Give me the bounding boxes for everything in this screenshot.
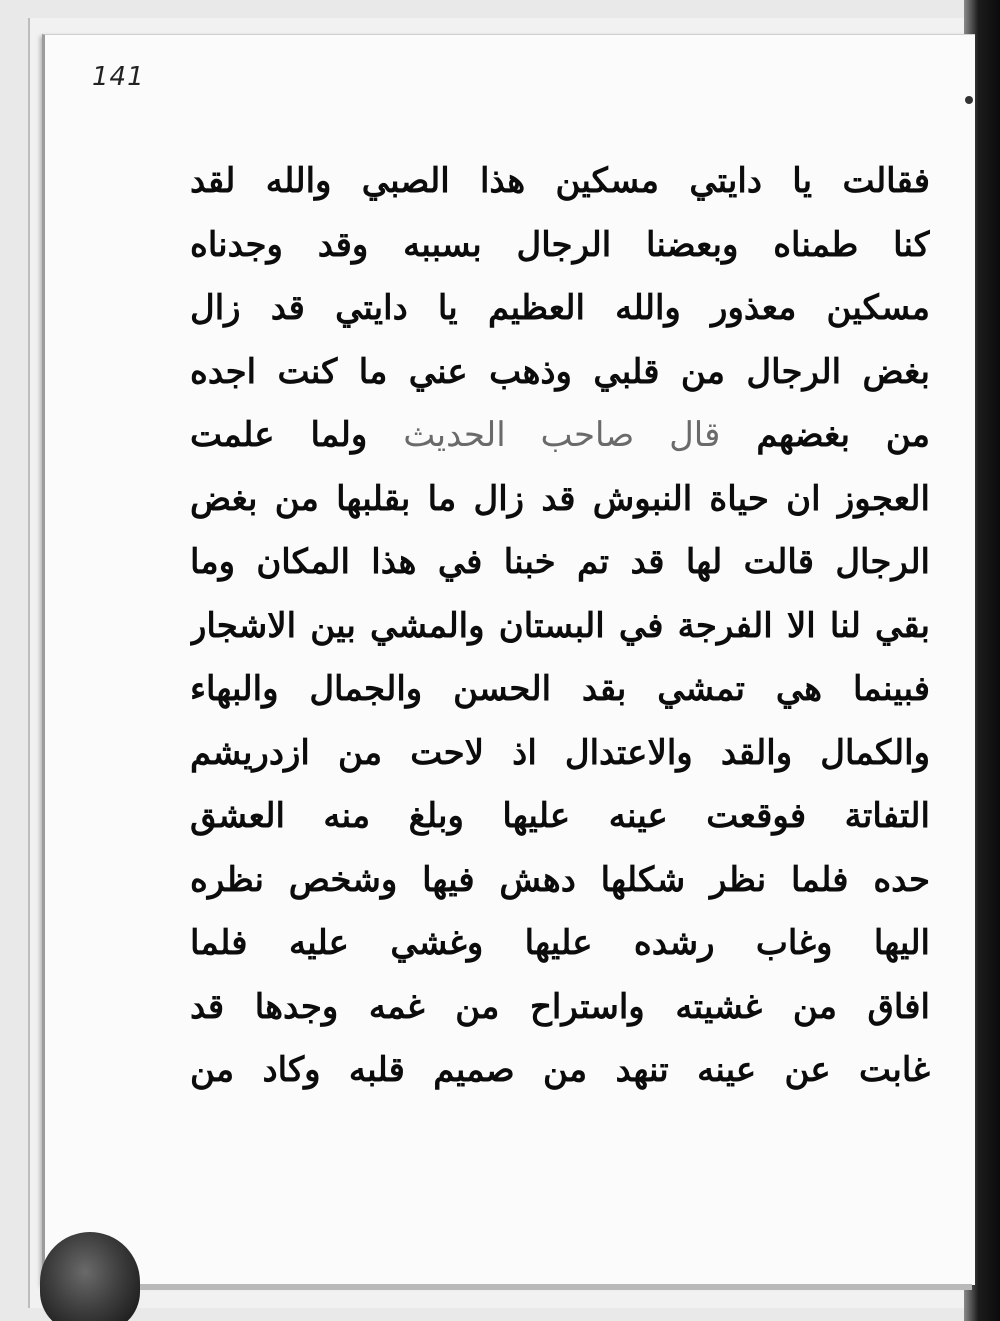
text-line-5 (190, 404, 930, 468)
page-bottom-edge (42, 1284, 972, 1290)
text-line-3: مسكين معذور والله العظيم يا دايتي قد زال (190, 288, 930, 328)
text-line-13: اليها وغاب رشده عليها وغشي عليه فلما (190, 923, 930, 963)
text-line-5-post: ولما علمت (190, 415, 368, 455)
text-line-1: فقالت يا دايتي مسكين هذا الصبي والله لقد (190, 161, 930, 201)
thumb (40, 1232, 140, 1321)
text-line-15: غابت عن عينه تنهد من صميم قلبه وكاد من (190, 1050, 930, 1090)
text-line-14: افاق من غشيته واستراح من غمه وجدها قد (190, 986, 930, 1027)
text-line-11: التفاتة فوقعت عينه عليها وبلغ منه العشق (190, 796, 930, 836)
page-number: 141 (92, 62, 145, 92)
text-line-6: العجوز ان حياة النبوش قد زال ما بقلبها من بغض (190, 478, 930, 519)
page-spot (965, 96, 973, 104)
text-line-2: كنا طمناه وبعضنا الرجال بسببه وقد وجدناه (190, 224, 930, 265)
text-line-12: حده فلما نظر شكلها دهش فيها وشخص نظره (190, 859, 930, 900)
manuscript-text (190, 150, 930, 1103)
text-line-9: فبينما هي تمشي بقد الحسن والجمال والبهاء (190, 669, 930, 709)
text-line-8: بقي لنا الا الفرجة في البستان والمشي بين الاشجار (190, 605, 930, 646)
text-line-4: بغض الرجال من قلبي وذهب عني ما كنت اجده (190, 351, 930, 392)
rubric-heading: قال صاحب الحديث (403, 415, 721, 455)
text-line-7: الرجال قالت لها قد تم خبنا في هذا المكان وما (190, 542, 930, 582)
text-line-5-pre: من بغضهم (756, 415, 930, 455)
text-line-10: والكمال والقد والاعتدال اذ لاحت من ازدريشم (190, 732, 930, 773)
